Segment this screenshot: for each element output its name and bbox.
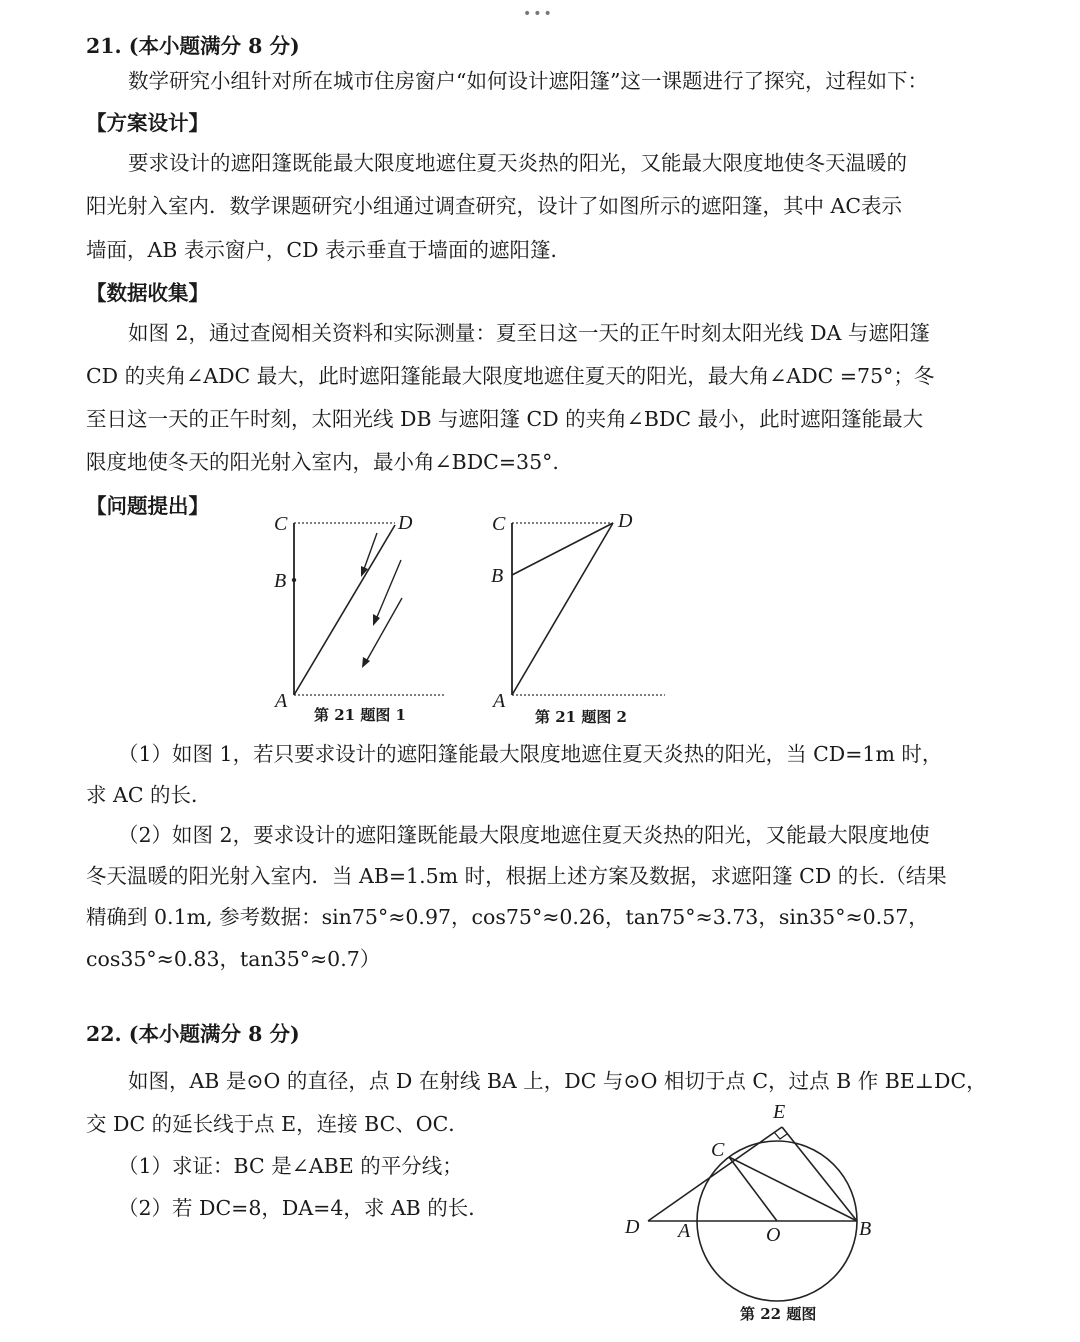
fig2-caption: 第 21 题图 2 <box>535 708 627 726</box>
q21-figure-2 <box>485 505 675 720</box>
q21-figure-1 <box>265 505 455 720</box>
q21-design-line-3: 墙面，AB 表示窗户，CD 表示垂直于墙面的遮阳篷． <box>86 238 572 262</box>
q21-data-line-3: 至日这一天的正午时刻，太阳光线 DB 与遮阳篷 CD 的夹角∠BDC 最小，此时遮阳篷能最大 <box>86 407 924 431</box>
q21-part1-line-2: 求 AC 的长． <box>86 783 212 807</box>
q21-part2-line-4: cos35°≈0.83，tan35°≈0.7） <box>86 947 381 971</box>
q21-data-line-2: CD 的夹角∠ADC 最大，此时遮阳篷能最大限度地遮住夏天的阳光，最大角∠ADC =75°；冬 <box>86 364 935 388</box>
q21-part2-line-3: 精确到 0.1m, 参考数据：sin75°≈0.97，cos75°≈0.26，tan75°≈3.73，sin35°≈0.57， <box>86 905 929 929</box>
fig2-label-c: C <box>492 513 506 535</box>
q21-design-line-2: 阳光射入室内．数学课题研究小组通过调查研究，设计了如图所示的遮阳篷，其中 AC表示 <box>86 194 903 218</box>
q21-part2-line-2: 冬天温暖的阳光射入室内．当 AB=1.5m 时，根据上述方案及数据，求遮阳篷 CD 的长.（结果 <box>86 864 947 888</box>
fig22-caption: 第 22 题图 <box>740 1305 817 1323</box>
fig22-line-oc <box>729 1157 777 1221</box>
fig22-label-e: E <box>773 1101 786 1123</box>
fig1-arrow-1 <box>364 533 377 569</box>
q21-header: 21. (本小题满分 8 分) <box>86 34 300 58</box>
fig1-arrow-3 <box>367 598 402 660</box>
q21-part1-line-1: （1）如图 1，若只要求设计的遮阳篷能最大限度地遮住夏天炎热的阳光，当 CD=1m 时， <box>118 742 943 766</box>
q22-line-1: 如图，AB 是⊙O 的直径，点 D 在射线 BA 上，DC 与⊙O 相切于点 C，过点 B 作 BE⊥DC， <box>128 1069 987 1093</box>
fig22-label-c: C <box>711 1139 725 1161</box>
fig22-label-d: D <box>625 1216 640 1238</box>
fig2-label-b: B <box>491 565 504 587</box>
fig1-label-d: D <box>398 512 413 534</box>
fig22-label-a: A <box>678 1220 691 1242</box>
q22-line-2: 交 DC 的延长线于点 E，连接 BC、OC． <box>86 1112 469 1136</box>
fig2-label-d: D <box>618 510 633 532</box>
fig1-arrowhead-2 <box>373 614 380 626</box>
q22-part2: （2）若 DC=8，DA=4，求 AB 的长． <box>118 1196 489 1220</box>
page-indicator-dots: ••• <box>523 6 554 22</box>
q21-section-data: 【数据收集】 <box>86 281 209 305</box>
fig1-label-a: A <box>275 690 288 712</box>
q21-part2-line-1: （2）如图 2，要求设计的遮阳篷既能最大限度地遮住夏天炎热的阳光，又能最大限度地使 <box>118 823 930 847</box>
q21-intro: 数学研究小组针对所在城市住房窗户“如何设计遮阳篷”这一课题进行了探究，过程如下： <box>128 69 928 93</box>
q22-figure <box>615 1090 895 1310</box>
q21-section-question: 【问题提出】 <box>86 494 209 518</box>
fig22-line-bc <box>729 1157 857 1221</box>
q21-design-line-1: 要求设计的遮阳篷既能最大限度地遮住夏天炎热的阳光，又能最大限度地使冬天温暖的 <box>128 151 907 175</box>
fig1-label-b: B <box>274 570 287 592</box>
fig1-arrow-2 <box>377 560 401 617</box>
fig1-point-b <box>292 578 296 582</box>
fig22-line-be <box>782 1127 857 1221</box>
fig22-right-angle-mark <box>774 1132 787 1139</box>
q22-header: 22. (本小题满分 8 分) <box>86 1022 300 1046</box>
fig1-arrowhead-3 <box>362 657 370 668</box>
fig1-caption: 第 21 题图 1 <box>314 706 406 724</box>
fig1-label-c: C <box>274 513 288 535</box>
q22-part1: （1）求证：BC 是∠ABE 的平分线； <box>118 1154 463 1178</box>
fig22-label-b: B <box>859 1218 872 1240</box>
q21-data-line-1: 如图 2，通过查阅相关资料和实际测量：夏至日这一天的正午时刻太阳光线 DA 与遮阳篷 <box>128 321 930 345</box>
q21-section-design: 【方案设计】 <box>86 111 209 135</box>
q21-data-line-4: 限度地使冬天的阳光射入室内，最小角∠BDC=35°. <box>86 450 559 474</box>
fig22-label-o: O <box>766 1224 781 1246</box>
fig2-label-a: A <box>493 690 506 712</box>
